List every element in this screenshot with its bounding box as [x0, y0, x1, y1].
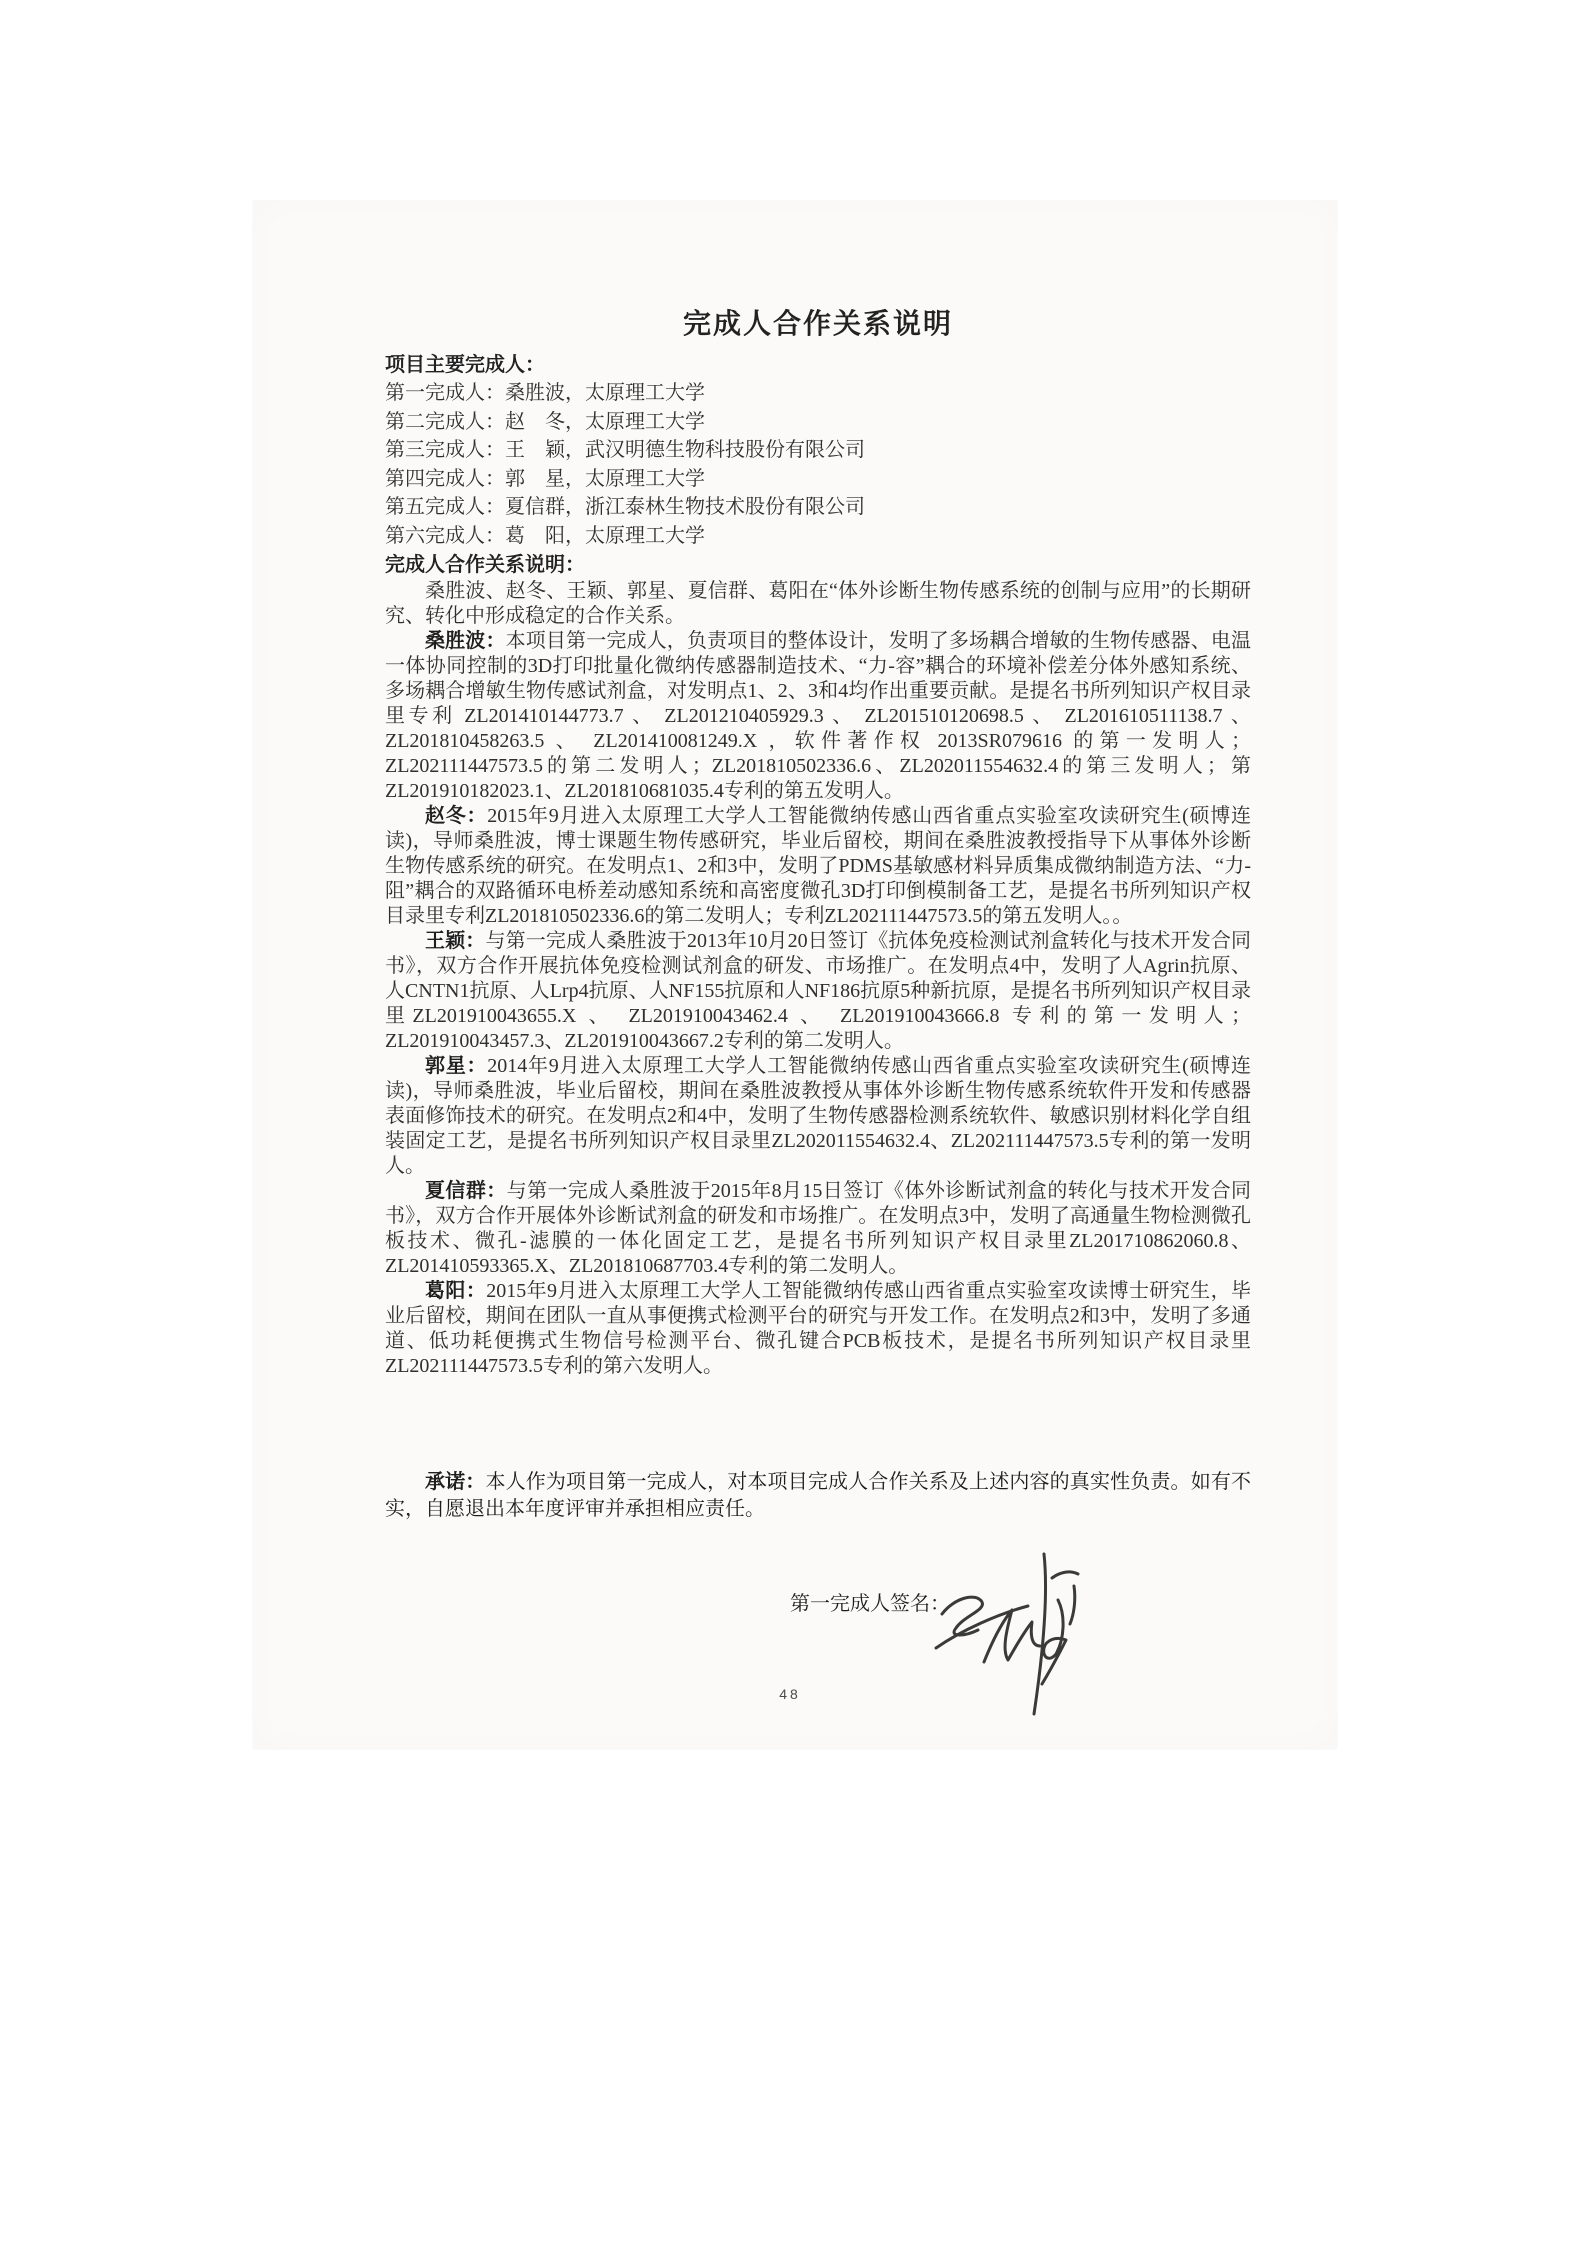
person-name-geyang: 葛阳：: [425, 1280, 487, 1302]
completer-line-4: 第四完成人：郭 星，太原理工大学: [385, 467, 705, 490]
commitment-lead: 承诺：: [425, 1471, 486, 1493]
person-paragraph-xiaxinqun: [385, 1179, 1251, 1279]
completer-line-5: 第五完成人：夏信群，浙江泰林生物技术股份有限公司: [385, 496, 865, 518]
page-number: 48: [779, 1686, 801, 1702]
document-content: [385, 200, 1251, 1629]
person-text-geyang: 2015年9月进入太原理工大学人工智能微纳传感山西省重点实验室攻读博士研究生，毕业后留校，期间在团队一直从事便携式检测平台的研究与开发工作。在发明点2和3中，发明了多通道、低功耗便携式生物信号检测平台、微孔键合PCB板技术，是提名书所列知识产权目录里ZL202111447573.5专利的第六发明人。: [385, 1280, 1252, 1377]
person-name-guoxing: 郭星：: [425, 1055, 488, 1077]
person-paragraph-guoxing: [385, 1054, 1251, 1179]
relationship-intro-paragraph: 桑胜波、赵冬、王颖、郭星、夏信群、葛阳在“体外诊断生物传感系统的创制与应用”的长期研究、转化中形成稳定的合作关系。: [385, 580, 1251, 627]
signature-row: [385, 1589, 1251, 1629]
person-paragraph-sangshengbo: [385, 629, 1251, 804]
completer-line-1: 第一完成人：桑胜波，太原理工大学: [385, 382, 705, 404]
person-name-sangshengbo: 桑胜波：: [425, 630, 506, 652]
paper-sheet: [253, 200, 1337, 1748]
completer-line-2: 第二完成人：赵 冬，太原理工大学: [385, 410, 705, 433]
relationship-heading: 完成人合作关系说明：: [385, 554, 585, 576]
person-name-wangying: 王颖：: [425, 930, 486, 952]
completer-line-3: 第三完成人：王 颖，武汉明德生物科技股份有限公司: [385, 439, 865, 461]
signature-label: 第一完成人签名：: [790, 1593, 950, 1615]
person-name-zhaodong: 赵冬：: [425, 805, 488, 827]
commitment-text: 本人作为项目第一完成人，对本项目完成人合作关系及上述内容的真实性负责。如有不实，自愿退出本年度评审并承担相应责任。: [385, 1471, 1252, 1520]
page-title: 完成人合作关系说明: [682, 308, 953, 339]
person-text-sangshengbo: 本项目第一完成人，负责项目的整体设计，发明了多场耦合增敏的生物传感器、电温一体协同控制的3D打印批量化微纳传感器制造技术、“力-容”耦合的环境补偿差分体外感知系统、多场耦合增敏生物传感试剂盒，对发明点1、2、3和4均作出重要贡献。是提名书所列知识产权目录里专利 ZL201410144773.7 、 ZL201210405929.3 、 ZL201510120698.5 、 ZL201610511138.7 、 ZL201810458263.5 、 ZL201410081249.X ，软件著作权 2013SR079616 的第一发明人；ZL202111447573.5的第二发明人；ZL201810502336.6、ZL202011554632.4的第三发明人；第ZL201910182023.1、ZL201810681035.4专利的第五发明人。: [385, 630, 1252, 802]
completers-list-heading: 项目主要完成人：: [385, 354, 545, 376]
completer-line-6: 第六完成人：葛 阳，太原理工大学: [385, 524, 705, 547]
completers-list: [385, 379, 1251, 550]
person-text-zhaodong: 2015年9月进入太原理工大学人工智能微纳传感山西省重点实验室攻读研究生(硕博连读)，导师桑胜波，博士课题生物传感研究，毕业后留校，期间在桑胜波教授指导下从事体外诊断生物传感系统的研究。在发明点1、2和3中，发明了PDMS基敏感材料异质集成微纳制造方法、“力-阻”耦合的双路循环电桥差动感知系统和高密度微孔3D打印倒模制备工艺，是提名书所列知识产权目录里专利ZL201810502336.6的第二发明人；专利ZL202111447573.5的第五发明人。。: [385, 805, 1251, 927]
person-text-wangying: 与第一完成人桑胜波于2013年10月20日签订《抗体免疫检测试剂盒转化与技术开发合同书》，双方合作开展抗体免疫检测试剂盒的研发、市场推广。在发明点4中，发明了人Agrin抗原、人CNTN1抗原、人Lrp4抗原、人NF155抗原和人NF186抗原5种新抗原，是提名书所列知识产权目录里ZL201910043655.X 、 ZL201910043462.4 、 ZL201910043666.8 专利的第一发明人；ZL201910043457.3、ZL201910043667.2专利的第二发明人。: [385, 930, 1252, 1052]
person-text-xiaxinqun: 与第一完成人桑胜波于2015年8月15日签订《体外诊断试剂盒的转化与技术开发合同书》，双方合作开展体外诊断试剂盒的研发和市场推广。在发明点3中，发明了高通量生物检测微孔板技术、微孔-滤膜的一体化固定工艺，是提名书所列知识产权目录里ZL201710862060.8、ZL201410593365.X、ZL201810687703.4专利的第二发明人。: [385, 1180, 1252, 1277]
person-paragraph-zhaodong: [385, 804, 1251, 929]
person-paragraph-wangying: [385, 929, 1251, 1054]
commitment-paragraph: [385, 1469, 1251, 1523]
person-paragraph-geyang: [385, 1279, 1251, 1379]
person-text-guoxing: 2014年9月进入太原理工大学人工智能微纳传感山西省重点实验室攻读研究生(硕博连读)，导师桑胜波，毕业后留校，期间在桑胜波教授从事体外诊断生物传感系统软件开发和传感器表面修饰技术的研究。在发明点2和4中，发明了生物传感器检测系统软件、敏感识别材料化学自组装固定工艺，是提名书所列知识产权目录里ZL202011554632.4、ZL202111447573.5专利的第一发明人。: [385, 1055, 1251, 1177]
person-name-xiaxinqun: 夏信群：: [425, 1180, 507, 1202]
